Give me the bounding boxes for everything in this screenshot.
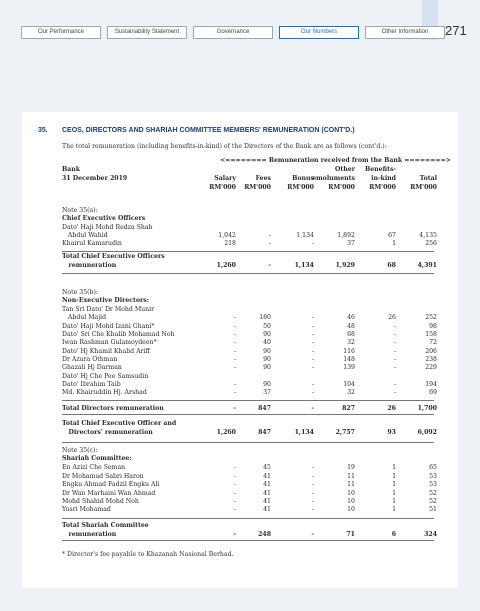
- row-value: -: [311, 381, 314, 388]
- row-value: -: [311, 314, 314, 321]
- tab-other-information[interactable]: Other Information: [365, 26, 445, 39]
- row-value: 11: [347, 481, 355, 488]
- row-value: 139: [343, 364, 355, 371]
- row-value: 1,042: [218, 232, 236, 239]
- page-background-left: [0, 0, 22, 611]
- column-header-line2: Bonus: [292, 175, 314, 182]
- tab-governance[interactable]: Governance: [193, 26, 273, 39]
- row-value: 116: [343, 348, 355, 355]
- row-label: Non-Executive Directors:: [62, 297, 150, 304]
- row-value: -: [233, 348, 236, 355]
- page-background-top: [0, 0, 480, 112]
- row-value: -: [233, 364, 236, 371]
- row-label: Total Shariah Committee: [62, 522, 149, 529]
- column-header-line2: Total: [419, 175, 437, 182]
- row-value: 847: [258, 405, 271, 412]
- column-header-line2: Fees: [255, 175, 271, 182]
- row-value: 248: [258, 531, 271, 538]
- row-value: -: [311, 531, 314, 538]
- row-value: 10: [347, 506, 355, 513]
- column-header-line2: in-kind: [371, 175, 396, 182]
- row-value: 1,260: [216, 429, 236, 436]
- row-value: -: [311, 331, 314, 338]
- row-label: Total Chief Executive Officers: [62, 253, 165, 260]
- row-value: 6: [391, 531, 396, 538]
- row-value: 1,134: [296, 232, 314, 239]
- row-label: Khairul Kamarudin: [62, 240, 122, 247]
- row-value: 1,260: [216, 262, 236, 269]
- row-value: 50: [263, 323, 271, 330]
- page-background-bottom: [0, 588, 480, 611]
- row-value: 69: [429, 389, 437, 396]
- row-value: -: [311, 240, 314, 247]
- row-value: -: [233, 473, 236, 480]
- row-value: 72: [429, 339, 437, 346]
- row-value: -: [393, 381, 396, 388]
- row-value: 229: [425, 364, 437, 371]
- section-title: CEOS, DIRECTORS AND SHARIAH COMMITTEE MEMBERS' REMUNERATION (CONT'D.): [62, 127, 355, 134]
- row-value: 65: [429, 464, 437, 471]
- row-label: Dato' Sri Che Khalib Mohamad Noh: [62, 331, 175, 338]
- row-value: -: [233, 331, 236, 338]
- report-nav: [21, 26, 445, 40]
- stub-header-bank: Bank: [62, 166, 81, 173]
- table-rule: [62, 400, 434, 401]
- row-value: 1: [392, 481, 396, 488]
- row-value: 158: [425, 331, 437, 338]
- row-value: -: [233, 506, 236, 513]
- row-value: 53: [429, 481, 437, 488]
- table-rule: [62, 540, 434, 541]
- row-value: -: [233, 481, 236, 488]
- row-value: -: [268, 262, 271, 269]
- row-value: 51: [429, 506, 437, 513]
- row-label: Dato' Ibrahim Taib: [62, 381, 121, 388]
- row-value: 1,700: [417, 405, 437, 412]
- row-value: 2,757: [335, 429, 355, 436]
- row-value: 1: [392, 498, 396, 505]
- row-value: 847: [258, 429, 271, 436]
- row-value: 32: [347, 389, 355, 396]
- column-header-line1: Benefits-: [364, 166, 396, 173]
- row-value: -: [268, 232, 271, 239]
- row-label: Ghazali Hj Darman: [62, 364, 122, 371]
- row-value: 90: [263, 381, 271, 388]
- tab-sustainability-statement[interactable]: Sustainability Statement: [107, 26, 187, 39]
- row-value: 4,391: [417, 262, 437, 269]
- row-value: 32: [347, 339, 355, 346]
- row-value: 256: [425, 240, 437, 247]
- table-rule: [62, 518, 434, 519]
- column-header-unit: RM'000: [410, 184, 437, 191]
- row-value: 218: [224, 240, 236, 247]
- row-label: Note 35(b):: [62, 289, 99, 296]
- row-value: 40: [263, 339, 271, 346]
- row-value: 1: [392, 506, 396, 513]
- row-value: -: [233, 405, 236, 412]
- row-value: 45: [263, 464, 271, 471]
- row-label: Total Chief Executive Officer and: [62, 420, 177, 427]
- column-header-unit: RM'000: [328, 184, 355, 191]
- row-value: 238: [425, 356, 437, 363]
- row-label: Tan Sri Dato' Dr Mohd Munir: [62, 306, 155, 313]
- table-rule: [62, 273, 434, 274]
- section-number: 35.: [38, 127, 48, 134]
- row-value: 827: [342, 405, 355, 412]
- row-label: Total Directors remuneration: [62, 405, 164, 412]
- row-label: Abdul Majid: [62, 314, 107, 321]
- row-value: 46: [347, 314, 355, 321]
- row-label: Chief Executive Officers: [62, 215, 146, 222]
- row-value: -: [233, 381, 236, 388]
- row-value: -: [311, 464, 314, 471]
- row-value: 41: [263, 506, 271, 513]
- row-label: remuneration: [62, 531, 117, 538]
- row-value: 1: [392, 240, 396, 247]
- row-label: Md. Khairuddin Hj. Arshad: [62, 389, 147, 396]
- row-value: 206: [425, 348, 437, 355]
- row-value: -: [393, 323, 396, 330]
- row-value: 1,134: [294, 429, 314, 436]
- row-value: 67: [388, 232, 396, 239]
- row-value: 52: [429, 498, 437, 505]
- row-value: 1: [392, 490, 396, 497]
- tab-our-performance[interactable]: Our Performance: [21, 26, 101, 39]
- row-value: 19: [347, 464, 355, 471]
- page-number: 271: [445, 23, 467, 38]
- row-value: 252: [425, 314, 437, 321]
- footnote: * Director's fee payable to Khazanah Nasional Berhad.: [62, 551, 234, 558]
- row-value: 37: [347, 240, 355, 247]
- row-label: Note 35(a):: [62, 207, 98, 214]
- row-value: 90: [263, 364, 271, 371]
- row-label: Dr Mohamad Sabri Haron: [62, 473, 144, 480]
- row-value: 52: [429, 490, 437, 497]
- row-value: -: [393, 331, 396, 338]
- row-label: Dr Wan Marhaini Wan Ahmad: [62, 490, 156, 497]
- row-label: Dato' Hj Che Pee Samsudin: [62, 373, 149, 380]
- row-value: -: [233, 356, 236, 363]
- row-value: -: [233, 464, 236, 471]
- row-value: 1: [392, 473, 396, 480]
- row-value: 41: [263, 498, 271, 505]
- table-banner: <======== Remuneration received from the Bank ========>: [220, 157, 451, 164]
- row-value: 53: [429, 473, 437, 480]
- row-value: 4,135: [419, 232, 437, 239]
- row-value: 26: [387, 405, 396, 412]
- row-value: -: [233, 314, 236, 321]
- column-header-unit: RM'000: [244, 184, 271, 191]
- row-value: -: [311, 348, 314, 355]
- table-rule: [62, 251, 434, 252]
- column-header-line2: Salary: [214, 175, 236, 182]
- row-value: 71: [346, 531, 355, 538]
- column-header-unit: RM'000: [287, 184, 314, 191]
- row-value: -: [233, 389, 236, 396]
- row-value: -: [393, 339, 396, 346]
- row-label: En Azizi Che Seman: [62, 464, 126, 471]
- row-value: -: [268, 240, 271, 247]
- row-value: 1: [392, 464, 396, 471]
- row-label: Directors' remuneration: [62, 429, 153, 436]
- row-value: 37: [263, 389, 271, 396]
- row-value: 10: [347, 490, 355, 497]
- row-value: 41: [263, 481, 271, 488]
- row-value: 41: [263, 490, 271, 497]
- row-label: Engku Ahmad Fadzil Engku Ali: [62, 481, 160, 488]
- table-rule: [62, 414, 434, 415]
- table-rule: [62, 442, 434, 443]
- row-label: Yusri Mohamad: [62, 506, 111, 513]
- row-value: 194: [425, 381, 437, 388]
- row-label: Shariah Committee:: [62, 455, 132, 462]
- row-value: -: [233, 490, 236, 497]
- row-value: -: [311, 356, 314, 363]
- tab-our-numbers[interactable]: Our Numbers: [279, 26, 359, 39]
- row-label: Dato' Haji Mohd Izani Ghani*: [62, 323, 155, 330]
- column-header-line1: Other: [335, 166, 355, 173]
- row-value: -: [311, 498, 314, 505]
- row-value: 324: [424, 531, 437, 538]
- row-label: Dr Azura Othman: [62, 356, 118, 363]
- row-value: -: [311, 506, 314, 513]
- page-background-right: [458, 0, 480, 611]
- row-value: -: [233, 323, 236, 330]
- row-value: -: [311, 481, 314, 488]
- row-value: 26: [388, 314, 396, 321]
- row-value: 90: [263, 356, 271, 363]
- row-value: 93: [387, 429, 396, 436]
- row-value: 90: [263, 331, 271, 338]
- row-label: Dato' Hj Khamil Khalid Ariff: [62, 348, 150, 355]
- row-value: 1,929: [335, 262, 355, 269]
- row-value: -: [393, 348, 396, 355]
- row-value: 148: [343, 356, 355, 363]
- row-value: 104: [343, 381, 355, 388]
- row-value: 41: [263, 473, 271, 480]
- section-intro: The total remuneration (including benefits-in-kind) of the Directors of the Bank are as follows (cont'd.):: [62, 143, 387, 150]
- row-value: -: [393, 389, 396, 396]
- row-value: 68: [387, 262, 396, 269]
- row-value: -: [233, 498, 236, 505]
- row-value: -: [393, 356, 396, 363]
- row-value: -: [311, 490, 314, 497]
- row-value: 10: [347, 498, 355, 505]
- row-label: Dato' Haji Mohd Redza Shah: [62, 224, 153, 231]
- column-header-line2: emoluments: [312, 175, 355, 182]
- row-value: 1,892: [337, 232, 355, 239]
- row-value: -: [233, 339, 236, 346]
- row-value: -: [311, 473, 314, 480]
- row-value: 98: [429, 323, 437, 330]
- row-value: -: [311, 323, 314, 330]
- row-label: remuneration: [62, 262, 117, 269]
- column-header-unit: RM'000: [209, 184, 236, 191]
- row-value: 180: [259, 314, 271, 321]
- row-value: 68: [347, 331, 355, 338]
- row-label: Iwan Rashman Gulamoydeen*: [62, 339, 157, 346]
- row-value: -: [311, 339, 314, 346]
- row-value: -: [311, 389, 314, 396]
- stub-header-date: 31 December 2019: [62, 175, 128, 182]
- row-value: -: [311, 405, 314, 412]
- row-value: -: [233, 531, 236, 538]
- row-label: Mohd Shahid Mohd Noh: [62, 498, 139, 505]
- row-label: Abdul Wahid: [62, 232, 108, 239]
- row-value: -: [311, 364, 314, 371]
- row-value: 11: [347, 473, 355, 480]
- row-value: 48: [347, 323, 355, 330]
- column-header-unit: RM'000: [369, 184, 396, 191]
- row-label: Note 35(c):: [62, 447, 98, 454]
- row-value: 90: [263, 348, 271, 355]
- row-value: -: [393, 364, 396, 371]
- row-value: 1,134: [294, 262, 314, 269]
- row-value: 6,092: [417, 429, 437, 436]
